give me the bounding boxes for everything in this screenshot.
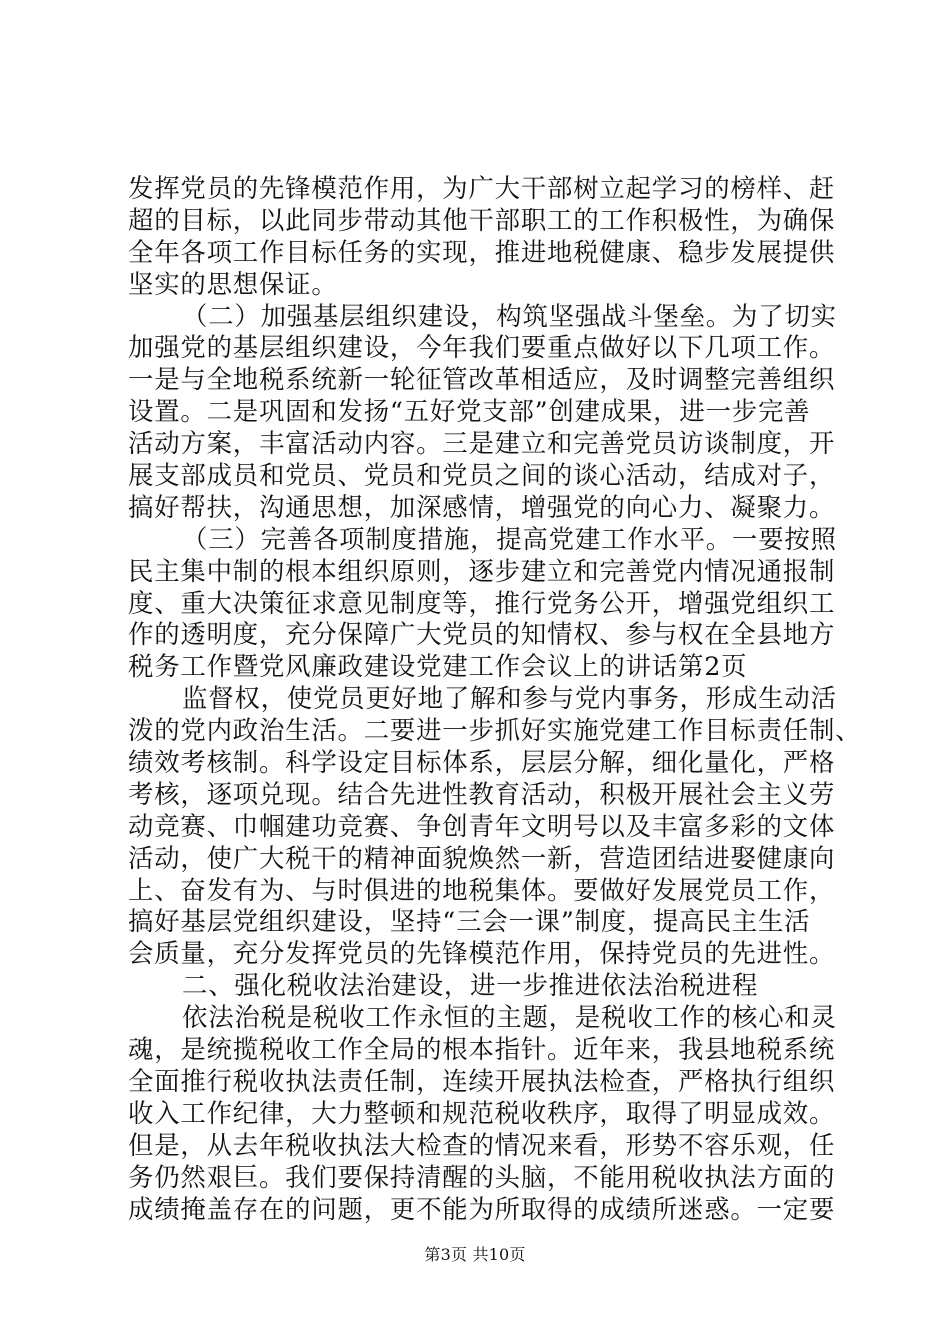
body-line: 作的透明度，充分保障广大党员的知情权、参与权在全县地方 bbox=[128, 619, 836, 650]
body-line: 全年各项工作目标任务的实现，推进地税健康、稳步发展提供 bbox=[128, 236, 836, 267]
body-line: 展支部成员和党员、党员和党员之间的谈心活动，结成对子， bbox=[128, 460, 836, 491]
body-line: 度、重大决策征求意见制度等，推行党务公开，增强党组织工 bbox=[128, 587, 836, 618]
body-line: 搞好帮扶，沟通思想，加深感情，增强党的向心力、凝聚力。 bbox=[128, 491, 836, 522]
body-line: 坚实的思想保证。 bbox=[128, 268, 338, 299]
body-line: 全面推行税收执法责任制，连续开展执法检查，严格执行组织 bbox=[128, 1065, 836, 1096]
section-heading-line: 二、强化税收法治建设，进一步推进依法治税进程 bbox=[182, 970, 759, 1001]
body-line: 收入工作纪律，大力整顿和规范税收秩序，取得了明显成效。 bbox=[128, 1097, 836, 1128]
section-heading-line: （三）完善各项制度措施，提高党建工作水平。一要按照 bbox=[182, 523, 837, 554]
body-line: 成绩掩盖存在的问题，更不能为所取得的成绩所迷惑。一定要 bbox=[128, 1193, 836, 1224]
section-heading-line: （二）加强基层组织建设，构筑坚强战斗堡垒。为了切实 bbox=[182, 300, 837, 331]
body-line: 加强党的基层组织建设，今年我们要重点做好以下几项工作。 bbox=[128, 332, 836, 363]
body-line: 魂，是统揽税收工作全局的根本指针。近年来，我县地税系统 bbox=[128, 1034, 836, 1065]
body-line: 动竞赛、巾帼建功竞赛、争创青年文明号以及丰富多彩的文体 bbox=[128, 810, 836, 841]
body-line: 务仍然艰巨。我们要保持清醒的头脑，不能用税收执法方面的 bbox=[128, 1161, 836, 1192]
body-line: 设置。二是巩固和发扬“五好党支部”创建成果，进一步完善 bbox=[128, 396, 811, 427]
body-line: 搞好基层党组织建设，坚持“三会一课”制度，提高民主生活 bbox=[128, 906, 811, 937]
body-line: 一是与全地税系统新一轮征管改革相适应，及时调整完善组织 bbox=[128, 364, 836, 395]
page-number-footer: 第3页 共10页 bbox=[424, 1245, 526, 1264]
body-line: 绩效考核制。科学设定目标体系，层层分解，细化量化，严格 bbox=[128, 747, 836, 778]
body-line: 活动方案，丰富活动内容。三是建立和完善党员访谈制度，开 bbox=[128, 428, 836, 459]
paragraph-start-line: 监督权，使党员更好地了解和参与党内事务，形成生动活 bbox=[182, 683, 837, 714]
body-line: 上、奋发有为、与时俱进的地税集体。要做好发展党员工作， bbox=[128, 874, 836, 905]
body-line: 但是，从去年税收执法大检查的情况来看，形势不容乐观，任 bbox=[128, 1129, 836, 1160]
body-line: 超的目标，以此同步带动其他干部职工的工作积极性，为确保 bbox=[128, 204, 836, 235]
body-line: 泼的党内政治生活。二要进一步抓好实施党建工作目标责任制、 bbox=[128, 715, 862, 746]
body-line: 活动，使广大税干的精神面貌焕然一新，营造团结进娶健康向 bbox=[128, 842, 836, 873]
document-body bbox=[128, 173, 862, 1225]
body-line: 税务工作暨党风廉政建设党建工作会议上的讲话第2页 bbox=[128, 651, 748, 682]
paragraph-start-line: 依法治税是税收工作永恒的主题，是税收工作的核心和灵 bbox=[182, 1002, 837, 1033]
body-line: 民主集中制的根本组织原则，逐步建立和完善党内情况通报制 bbox=[128, 555, 836, 586]
body-line: 发挥党员的先锋模范作用，为广大干部树立起学习的榜样、赶 bbox=[128, 173, 836, 203]
body-line: 会质量，充分发挥党员的先锋模范作用，保持党员的先进性。 bbox=[128, 938, 836, 969]
body-line: 考核，逐项兑现。结合先进性教育活动，积极开展社会主义劳 bbox=[128, 778, 836, 809]
